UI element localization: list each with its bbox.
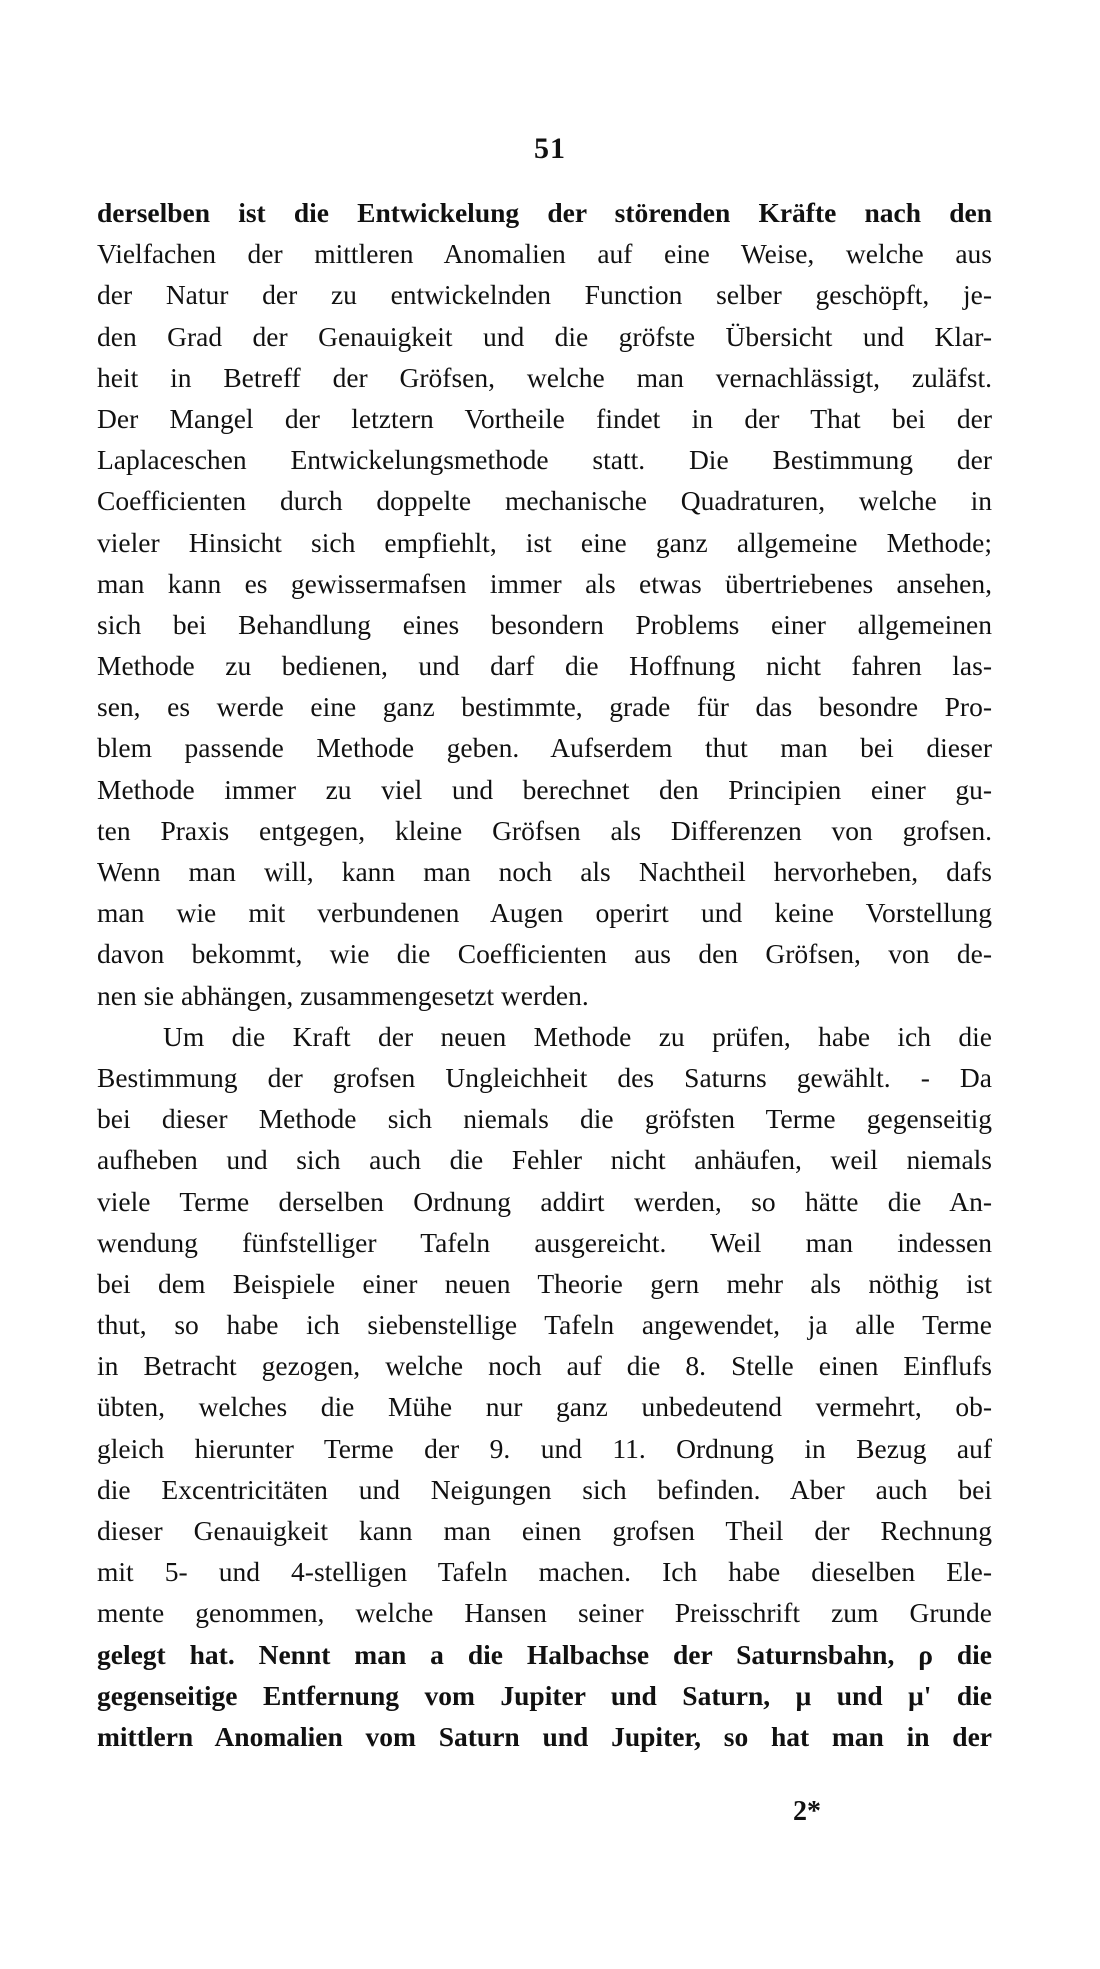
page-number: 51 [534, 132, 566, 165]
text-line: den Grad der Genauigkeit und die gröfste Übersicht und Klar- [97, 320, 992, 352]
text-line: Um die Kraft der neuen Methode zu prüfen, habe ich die [163, 1020, 992, 1052]
text-line: Vielfachen der mittleren Anomalien auf eine Weise, welche aus [97, 238, 992, 270]
text-line: Methode immer zu viel und berechnet den Principien einer gu- [97, 773, 992, 805]
text-line: Methode zu bedienen, und darf die Hoffnung nicht fahren las- [97, 650, 992, 682]
text-line: Bestimmung der grofsen Ungleichheit des Saturns gewählt. - Da [97, 1061, 992, 1093]
text-line: Laplaceschen Entwickelungsmethode statt. Die Bestimmung der [97, 444, 992, 476]
text-line: die Excentricitäten und Neigungen sich befinden. Aber auch bei [97, 1473, 992, 1505]
paragraph-2 [97, 1016, 992, 1757]
text-line: heit in Betreff der Gröfsen, welche man vernachlässigt, zuläfst. [97, 361, 992, 393]
text-line: man wie mit verbundenen Augen operirt und keine Vorstellung [97, 897, 992, 929]
text-line: Der Mangel der letztern Vortheile findet in der That bei der [97, 402, 992, 434]
text-line: der Natur der zu entwickelnden Function selber geschöpft, je- [97, 279, 992, 311]
text-line: ten Praxis entgegen, kleine Gröfsen als Differenzen von grofsen. [97, 814, 992, 846]
text-line: mente genommen, welche Hansen seiner Preisschrift zum Grunde [97, 1597, 992, 1629]
text-line: bei dem Beispiele einer neuen Theorie gern mehr als nöthig ist [97, 1267, 992, 1299]
text-line: blem passende Methode geben. Aufserdem thut man bei dieser [97, 732, 992, 764]
text-line: Coefficienten durch doppelte mechanische Quadraturen, welche in [97, 485, 992, 517]
text-line: nen sie abhängen, zusammengesetzt werden. [97, 979, 589, 1011]
text-line: mittlern Anomalien vom Saturn und Jupiter, so hat man in der [97, 1720, 992, 1752]
text-line: dieser Genauigkeit kann man einen grofsen Theil der Rechnung [97, 1515, 992, 1546]
text-line: bei dieser Methode sich niemals die gröfsten Terme gegenseitig [97, 1103, 992, 1135]
body-text [97, 192, 992, 1757]
text-line: mit 5- und 4-stelligen Tafeln machen. Ich habe dieselben Ele- [97, 1556, 992, 1588]
text-line: in Betracht gezogen, welche noch auf die 8. Stelle einen Einflufs [97, 1350, 992, 1382]
text-line: sen, es werde eine ganz bestimmte, grade für das besondre Pro- [97, 691, 992, 723]
text-line: thut, so habe ich siebenstellige Tafeln angewendet, ja alle Terme [97, 1309, 992, 1341]
text-line: übten, welches die Mühe nur ganz unbedeutend vermehrt, ob- [97, 1391, 992, 1423]
signature-mark: 2* [793, 1796, 821, 1827]
text-line: gelegt hat. Nennt man a die Halbachse der Saturnsbahn, ρ die [97, 1638, 992, 1670]
text-line: sich bei Behandlung eines besondern Problems einer allgemeinen [97, 608, 992, 640]
text-line: man kann es gewissermafsen immer als etwas übertriebenes ansehen, [97, 567, 992, 599]
text-line: davon bekommt, wie die Coefficienten aus den Gröfsen, von de- [97, 938, 992, 970]
text-line: gegenseitige Entfernung vom Jupiter und Saturn, μ und μ' die [97, 1679, 992, 1711]
text-line: derselben ist die Entwickelung der störenden Kräfte nach den [97, 197, 992, 228]
text-line: viele Terme derselben Ordnung addirt werden, so hätte die An- [97, 1185, 992, 1217]
text-line: wendung fünfstelliger Tafeln ausgereicht. Weil man indessen [97, 1226, 992, 1258]
paragraph-1 [97, 192, 992, 1016]
text-line: Wenn man will, kann man noch als Nachtheil hervorheben, dafs [97, 856, 992, 887]
text-line: aufheben und sich auch die Fehler nicht anhäufen, weil niemals [97, 1144, 992, 1176]
text-line: vieler Hinsicht sich empfiehlt, ist eine ganz allgemeine Methode; [97, 526, 992, 558]
text-line: gleich hierunter Terme der 9. und 11. Ordnung in Bezug auf [97, 1432, 992, 1464]
